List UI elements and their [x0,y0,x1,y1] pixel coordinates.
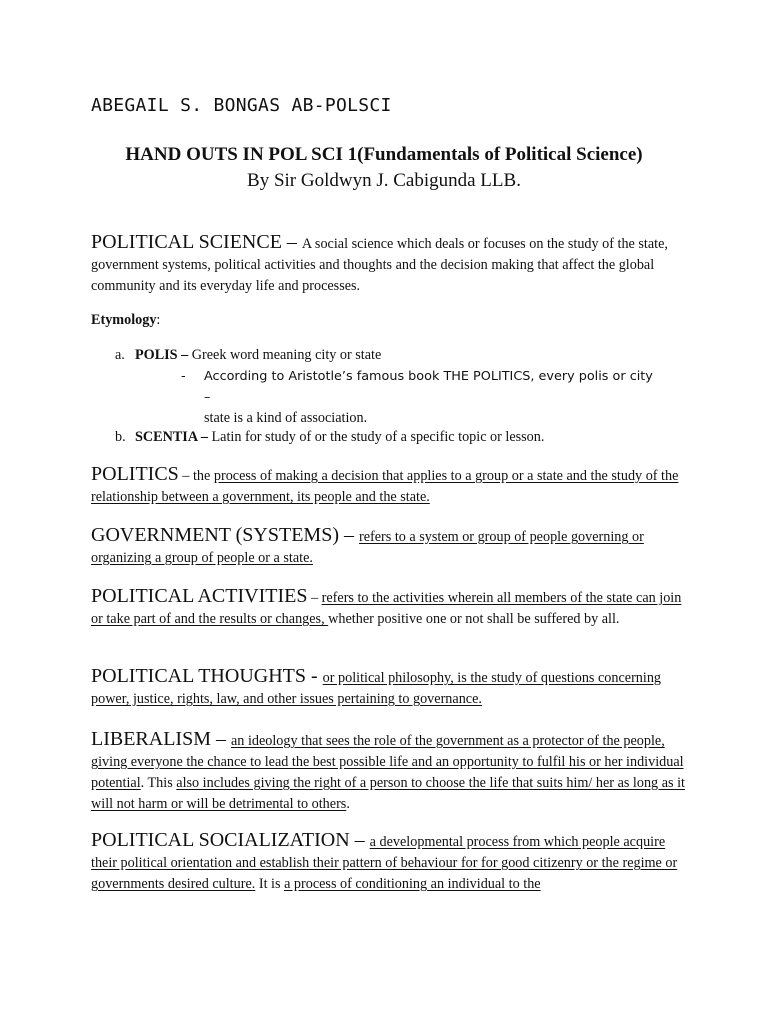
entry-politics [91,464,691,508]
definition-political-socialization-part: It is [255,876,285,892]
entry-liberalism [91,729,691,815]
term-separator: – [338,524,359,546]
term-separator: – [211,728,231,750]
term-political-thoughts: POLITICAL THOUGHTS [91,665,306,687]
term-separator: – [281,231,302,253]
list-marker: a. [115,347,125,363]
term-scentia: SCENTIA [135,429,198,445]
definition-government: refers to a system or group of people governing or organizing a group of people or a state. [91,529,644,566]
definition-liberalism-part: an ideology that sees the role of the government as a protector of the people, giving everyone the chance to lead the best possible life and an opportunity to fulfil his or her individual potential [91,733,684,791]
entry-political-activities [91,586,691,630]
note-line: state is a kind of association. [204,410,368,426]
definition-liberalism-part: . [346,796,350,812]
term-separator: – the [178,468,214,484]
entry-political-science [91,232,691,297]
definition-political-socialization-part: a process of conditioning an individual to the [284,876,541,892]
definition-political-science: A social science which deals or focuses on the study of the state, government systems, political activities and thoughts and the decision making that affect the global community and its everyday life and processes. [91,236,668,294]
etymology-colon: : [156,312,161,328]
definition-polis: Greek word meaning city or state [191,347,382,363]
definition-scentia: Latin for study of or the study of a specific topic or lesson. [211,429,545,445]
definition-political-activities-underlined: refers to the activities wherein all members of the state can join or take part of and the results or changes, [91,590,682,627]
term-separator: – [177,347,192,363]
term-liberalism: LIBERALISM [91,728,211,750]
definition-liberalism-part: . This [140,775,177,791]
entry-political-thoughts [91,666,691,710]
definition-political-socialization-part: a developmental process from which people acquire their political orientation and establish their pattern of behaviour for for good citizenry or the regime or governments desired culture. [91,834,678,892]
author-line: ABEGAIL S. BONGAS AB-POLSCI [91,95,392,116]
definition-political-activities: whether positive one or not shall be suffered by all. [328,611,620,627]
definition-political-thoughts: or political philosophy, is the study of questions concerning power, justice, rights, law, and other issues pertaining to governance. [91,670,662,707]
etymology-item-scentia [115,427,545,448]
term-separator: – [307,590,322,606]
term-political-science: POLITICAL SCIENCE [91,231,282,253]
term-political-activities: POLITICAL ACTIVITIES [91,585,308,607]
term-politics: POLITICS [91,463,179,485]
note-dash: - [181,369,186,384]
note-line: According to Aristotle’s famous book THE POLITICS, every polis or city – [204,369,653,405]
definition-politics: process of making a decision that applies to a group or a state and the study of the relationship between a government, its people and the state. [91,468,679,505]
list-marker: b. [115,429,126,445]
etymology-label: Etymology [91,312,157,328]
definition-liberalism-part: also includes giving the right of a person to choose the life that suits him/ her as long as it will not harm or will be detrimental to others [91,775,685,812]
term-political-socialization: POLITICAL SOCIALIZATION [91,829,350,851]
term-separator: – [197,429,212,445]
entry-government [91,525,691,569]
term-polis: POLIS [135,347,178,363]
etymology-heading [91,312,160,329]
term-separator: - [306,665,323,687]
entry-political-socialization [91,830,691,895]
term-separator: – [349,829,370,851]
etymology-item-polis [115,345,382,366]
document-title: HAND OUTS IN POL SCI 1(Fundamentals of Political Science) [125,144,643,165]
document-byline: By Sir Goldwyn J. Cabigunda LLB. [247,170,521,191]
term-government: GOVERNMENT (SYSTEMS) [91,524,339,546]
polis-note [181,366,661,429]
